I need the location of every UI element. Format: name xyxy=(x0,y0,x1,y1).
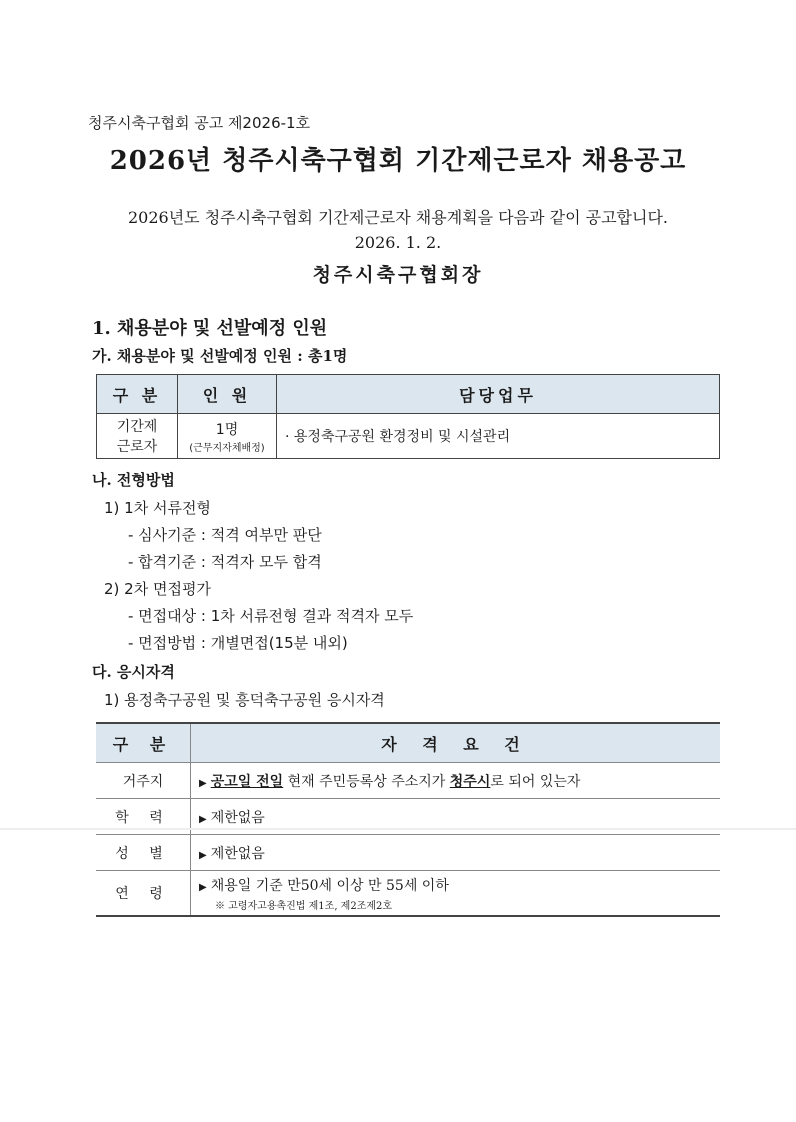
table-header-row xyxy=(96,723,720,763)
table-row xyxy=(97,414,720,459)
table-header-row xyxy=(97,375,720,414)
cell-category-line1: 기간제 xyxy=(116,419,158,435)
cell-category xyxy=(97,414,178,459)
requirement-text: 제한없음 xyxy=(210,809,265,826)
scan-artifact xyxy=(0,828,796,830)
cell-requirement xyxy=(191,871,721,917)
qualification-table xyxy=(96,722,720,917)
requirement-text: 로 되어 있는자 xyxy=(490,773,581,790)
bullet-icon: ▶ xyxy=(199,849,207,861)
cell-category: 거주지 xyxy=(96,763,191,799)
table-row xyxy=(96,835,720,871)
cell-requirement xyxy=(191,835,721,871)
page-title: 2026년 청주시축구협회 기간제근로자 채용공고 xyxy=(109,146,687,176)
positions-table xyxy=(96,374,720,459)
cell-category: 연 령 xyxy=(96,871,191,917)
highlight-text: 청주시 xyxy=(449,773,491,790)
requirement-text: 채용일 기준 만50세 이상 만 55세 이하 xyxy=(210,877,449,894)
notice-date: 2026. 1. 2. xyxy=(354,233,442,252)
header-category: 구 분 xyxy=(97,375,178,414)
signer: 청주시축구협회장 xyxy=(312,264,484,286)
header-requirement: 자 격 요 건 xyxy=(191,723,721,763)
cell-category: 학 력 xyxy=(96,799,191,835)
header-duty: 담당업무 xyxy=(277,375,720,414)
cell-category: 성 별 xyxy=(96,835,191,871)
section-heading-recruitment: 1. 채용분야 및 선발예정 인원 xyxy=(92,318,328,339)
notice-number: 청주시축구협회 공고 제2026-1호 xyxy=(88,114,311,132)
table-row xyxy=(96,763,720,799)
subsection-heading-qualification: 다. 응시자격 xyxy=(92,663,175,681)
selection-step2: 2) 2차 면접평가 xyxy=(104,580,211,598)
subsection-heading-positions: 가. 채용분야 및 선발예정 인원 : 총1명 xyxy=(92,347,348,365)
selection-step1-item: - 합격기준 : 적격자 모두 합격 xyxy=(128,553,322,571)
cell-duty: · 용정축구공원 환경정비 및 시설관리 xyxy=(277,414,720,459)
bullet-icon: ▶ xyxy=(199,881,207,893)
requirement-text: 현재 주민등록상 주소지가 xyxy=(283,773,450,790)
subsection-heading-selection: 나. 전형방법 xyxy=(92,471,175,489)
cell-count xyxy=(178,414,277,459)
selection-step1-item: - 심사기준 : 적격 여부만 판단 xyxy=(128,526,322,544)
selection-step2-item: - 면접방법 : 개별면접(15분 내외) xyxy=(128,634,348,652)
header-count: 인 원 xyxy=(178,375,277,414)
highlight-text: 공고일 전일 xyxy=(210,773,284,790)
selection-step2-item: - 면접대상 : 1차 서류전형 결과 적격자 모두 xyxy=(128,607,414,625)
requirement-text: 제한없음 xyxy=(210,845,265,862)
cell-count-note: (근무지자체배정) xyxy=(189,442,265,454)
bullet-icon: ▶ xyxy=(199,813,207,825)
bullet-icon: ▶ xyxy=(199,777,207,789)
header-category: 구 분 xyxy=(96,723,191,763)
qualification-item: 1) 용정축구공원 및 흥덕축구공원 응시자격 xyxy=(104,691,385,709)
requirement-note: ※ 고령자고용촉진법 제1조, 제2조제2호 xyxy=(215,900,393,912)
cell-count-value: 1명 xyxy=(215,421,239,438)
table-row xyxy=(96,871,720,917)
selection-step1: 1) 1차 서류전형 xyxy=(104,499,211,517)
cell-category-line2: 근로자 xyxy=(116,439,158,455)
cell-requirement xyxy=(191,763,721,799)
intro-text: 2026년도 청주시축구협회 기간제근로자 채용계획을 다음과 같이 공고합니다. xyxy=(127,208,668,227)
